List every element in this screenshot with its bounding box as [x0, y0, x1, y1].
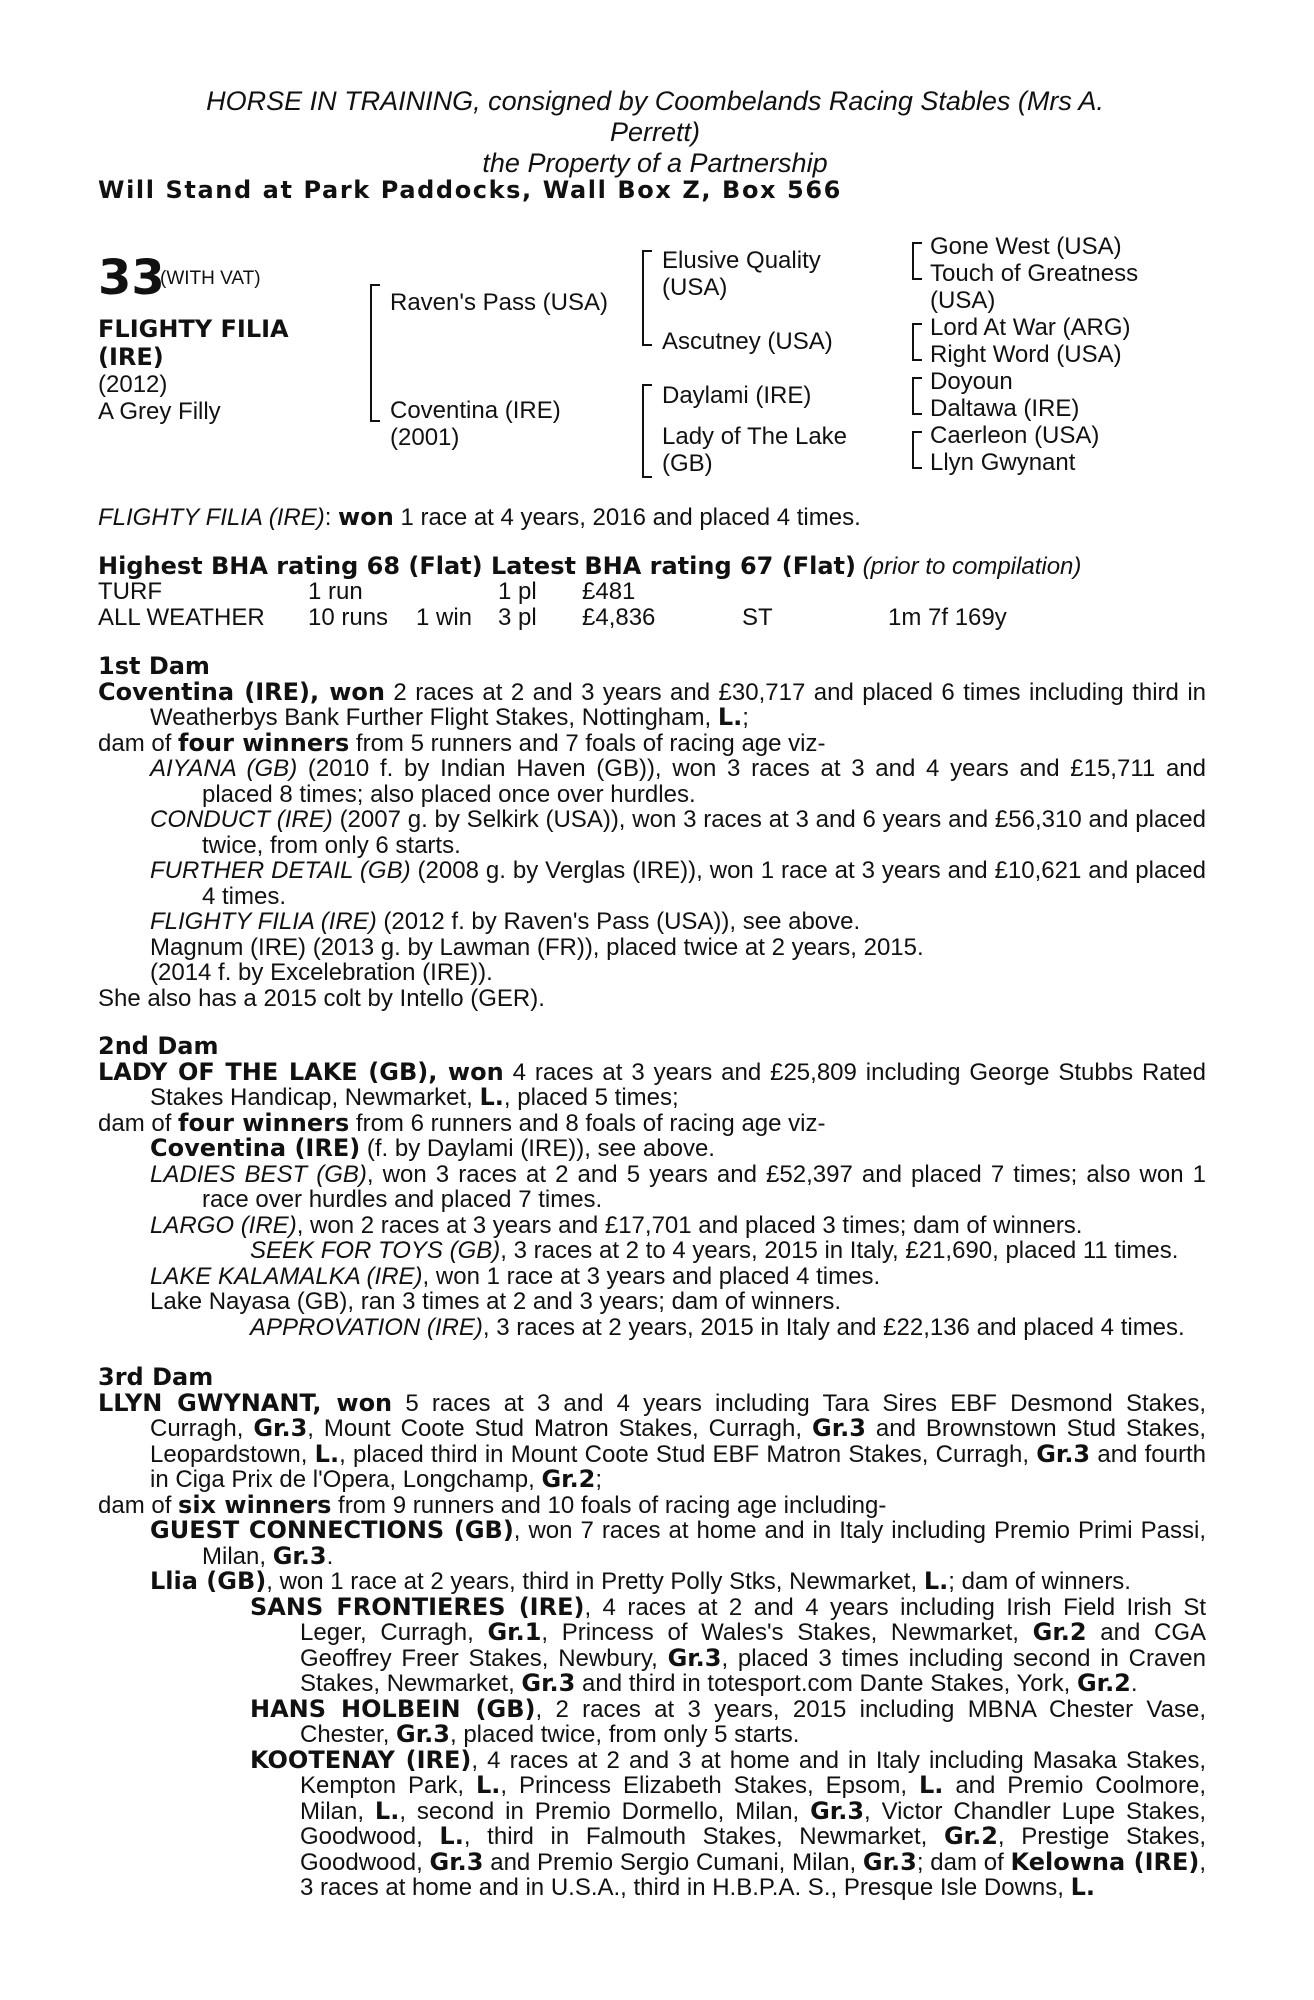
text: , Princess Elizabeth Stakes, Epsom,: [500, 1772, 919, 1799]
produce-summary: [98, 1490, 1206, 1519]
text: , 2 races at 3 years, 2015 including MBNA Chester Vase, Chester,: [300, 1695, 1206, 1748]
text: , 4 races at 2 and 3 at home and in Italy including Masaka Stakes, Kempton Park,: [300, 1746, 1206, 1799]
produce-name: SANS FRONTIERES (IRE): [250, 1592, 585, 1621]
dam-name: LADY OF THE LAKE (GB), won: [98, 1057, 504, 1086]
produce-name: AIYANA (GB): [150, 755, 298, 782]
dam-sire-sire: Doyoun: [930, 368, 1013, 395]
produce-item: [98, 1213, 1206, 1239]
produce-item: [98, 909, 1206, 935]
produce-note: She also has a 2015 colt by Intello (GER).: [98, 984, 545, 1012]
rating-values: Highest BHA rating 68 (Flat) Latest BHA rating 67 (Flat): [98, 552, 856, 580]
text: , placed 3 times including second in Craven Stakes, Newmarket,: [300, 1644, 1206, 1697]
produce-item: Magnum (IRE) (2013 g. by Lawman (FR)), placed twice at 2 years, 2015.: [150, 933, 924, 961]
text: , 4 races at 2 and 4 years including Irish Field Irish St Leger, Curragh,: [300, 1593, 1206, 1646]
winners-count: six winners: [178, 1490, 332, 1519]
dam-record: [98, 1057, 1207, 1111]
sire-dam: Ascutney (USA): [662, 328, 833, 355]
listed-mark: L.: [717, 703, 743, 731]
lot-number: 33: [98, 250, 165, 306]
listed-mark: L.: [475, 1771, 501, 1799]
dam-sire: Daylami (IRE): [662, 382, 812, 409]
produce-text: , won 3 races at 2 and 5 years and £52,397 and placed 7 times; also won 1 race over hurdles and placed 7 times.: [202, 1160, 1206, 1213]
produce-summary: [98, 1108, 1206, 1137]
ss-brace: [912, 242, 922, 280]
stat-wins: [416, 579, 498, 605]
winners-count: four winners: [178, 728, 350, 757]
text: and Premio Sergio Cumani, Milan,: [483, 1848, 863, 1876]
text: , Prestige Stakes, Goodwood,: [300, 1823, 1207, 1876]
listed-mark: L.: [314, 1439, 340, 1468]
sire-sire-dam: Touch of Greatness: [930, 260, 1139, 287]
produce-item: [98, 807, 1206, 858]
produce-text: (2010 f. by Indian Haven (GB)), won 3 races at 3 and 4 years and £15,711 and placed 8 times; also placed once over hurdles.: [202, 755, 1206, 808]
produce-text: (f. by Daylami (IRE)), see above.: [360, 1135, 715, 1162]
horse-name-line1: FLIGHTY FILIA: [98, 315, 289, 343]
produce-item: [98, 1264, 1206, 1290]
property-line: the Property of a Partnership: [482, 148, 828, 178]
dam-dam-dam: Llyn Gwynant: [930, 449, 1076, 476]
produce-item: [98, 858, 1206, 909]
produce-item: [98, 1592, 1207, 1697]
text: , Princess of Wales's Stakes, Newmarket,: [541, 1619, 1033, 1646]
produce-item: [98, 756, 1206, 807]
produce-item: [98, 1315, 1206, 1341]
text: from 6 runners and 8 foals of racing age viz-: [349, 1109, 826, 1137]
stat-distance: [888, 579, 1007, 605]
produce-item: [98, 1694, 1206, 1748]
produce-name: Kelowna (IRE): [1010, 1847, 1200, 1876]
horse-description: A Grey Filly: [98, 398, 221, 425]
text: , placed 5 times;: [503, 1084, 679, 1111]
bha-rating: [98, 553, 1081, 580]
stat-surface: ALL WEATHER: [98, 603, 265, 631]
summary-rest: 1 race at 4 years, 2016 and placed 4 times.: [393, 504, 861, 531]
dam-name: Coventina (IRE), won: [98, 677, 385, 706]
text: , Mount Coote Stud Matron Stakes, Curragh,: [307, 1415, 812, 1442]
ds-brace: [912, 377, 922, 415]
produce-text: , won 7 races at home and in Italy including Premio Primi Passi, Milan,: [202, 1517, 1206, 1570]
produce-text: , won 1 race at 3 years and placed 4 times.: [422, 1262, 881, 1290]
text: dam of: [98, 1491, 179, 1519]
race-stats-table: [98, 579, 1007, 630]
listed-mark: L.: [374, 1796, 400, 1825]
text: , second in Premio Dormello, Milan,: [399, 1797, 811, 1825]
produce-summary: [98, 728, 1206, 757]
text: from 5 runners and 7 foals of racing age viz-: [349, 729, 826, 757]
produce-text: , won 1 race at 2 years, third in Pretty Polly Stks, Newmarket,: [266, 1568, 924, 1595]
produce-name: FURTHER DETAIL (GB): [150, 857, 411, 884]
text: and Premio Coolmore, Milan,: [300, 1772, 1206, 1825]
table-row: [98, 605, 1007, 631]
produce-item: [98, 1518, 1206, 1569]
pedigree-brace: [370, 284, 380, 422]
listed-mark: L.: [479, 1083, 504, 1111]
sire-sire-dam-cont: (USA): [930, 287, 996, 314]
dam-name: LLYN GWYNANT: [98, 1388, 313, 1417]
produce-name: LADIES BEST (GB): [150, 1160, 367, 1188]
third-dam-section: [98, 1365, 1206, 1901]
produce-name: KOOTENAY (IRE): [250, 1745, 472, 1774]
dam-year: (2001): [390, 424, 460, 451]
text: dam of: [98, 729, 179, 757]
race-summary: FLIGHTY FILIA (IRE): won 1 race at 4 years, 2016 and placed 4 times.: [98, 503, 861, 531]
text: from 9 runners and 10 foals of racing age including-: [331, 1491, 887, 1519]
text: dam of: [98, 1109, 179, 1137]
text: ; dam of: [916, 1848, 1011, 1876]
sire-dam-sire: Lord At War (ARG): [930, 314, 1131, 341]
group-mark: Gr.3: [429, 1847, 484, 1876]
group-mark: Gr.3: [862, 1847, 917, 1876]
produce-item: [98, 1136, 1206, 1162]
consignor-line: HORSE IN TRAINING, consigned by Coombelands Racing Stables (Mrs A.: [206, 86, 1104, 116]
produce-text: (2007 g. by Selkirk (USA)), won 3 races at 3 and 6 years and £56,310 and placed twice, from only 6 starts.: [202, 806, 1207, 859]
dam-record-text: 2 races at 2 and 3 years and £30,717 and placed 6 times including third in Weatherbys Bank Further Flight Stakes, Nottingham,: [150, 678, 1207, 731]
dam: Coventina (IRE): [390, 397, 561, 424]
group-mark: Gr.2: [943, 1822, 998, 1850]
dam-record: [98, 1388, 1206, 1493]
horse-name-line2: (IRE): [98, 343, 164, 371]
produce-name: SEEK FOR TOYS (GB): [250, 1237, 501, 1264]
section-heading: 1st Dam: [98, 652, 210, 680]
produce-item: [98, 1745, 1207, 1901]
sire-sire-sire: Gone West (USA): [930, 233, 1122, 260]
group-mark: Gr.3: [810, 1796, 865, 1825]
listed-mark: L.: [1070, 1873, 1096, 1901]
dam-brace: [642, 384, 652, 478]
listed-mark: L.: [923, 1567, 949, 1595]
foaling-year: (2012): [98, 371, 168, 398]
dam-record-text: 4 races at 3 years and £25,809 including George Stubbs Rated Stakes Handicap, Newmarket,: [150, 1058, 1207, 1111]
rating-note: (prior to compilation): [862, 553, 1082, 580]
group-mark: Gr.3: [521, 1669, 576, 1697]
group-mark: Gr.3: [667, 1643, 722, 1672]
group-mark: Gr.3: [272, 1541, 327, 1570]
stat-runs: 1 run: [308, 578, 363, 605]
stat-st: ST: [742, 603, 773, 631]
produce-name: FLIGHTY FILIA (IRE): [150, 908, 377, 935]
section-heading: 2nd Dam: [98, 1032, 219, 1060]
group-mark: Gr.3: [812, 1414, 866, 1442]
group-mark: Gr.3: [1036, 1439, 1091, 1468]
group-mark: Gr.2: [541, 1465, 596, 1493]
produce-name: HANS HOLBEIN (GB): [250, 1694, 536, 1723]
stat-placed: 3 pl: [498, 603, 537, 631]
listed-mark: L.: [439, 1822, 464, 1850]
dam-sire-dam: Daltawa (IRE): [930, 395, 1080, 422]
stat-st: [742, 579, 888, 605]
produce-name: LARGO (IRE): [150, 1211, 297, 1239]
winners-count: four winners: [178, 1108, 350, 1137]
text: , 3 races at home and in U.S.A., third in H.B.P.A. S., Presque Isle Downs,: [300, 1848, 1207, 1901]
sire: Raven's Pass (USA): [390, 289, 608, 316]
dam-dam-cont: (GB): [662, 450, 713, 477]
dd-brace: [912, 431, 922, 469]
dam-record: [98, 677, 1207, 731]
punct: ;: [595, 1466, 603, 1493]
summary-horse-name: FLIGHTY FILIA (IRE): [98, 504, 325, 531]
produce-item: [98, 1238, 1206, 1264]
produce-text: ; dam of winners.: [948, 1568, 1131, 1595]
produce-name: GUEST CONNECTIONS (GB): [150, 1516, 514, 1544]
first-dam-section: [98, 654, 1206, 1011]
produce-text: , 3 races at 2 years, 2015 in Italy and £22,136 and placed 4 times.: [482, 1313, 1185, 1341]
produce-item: [98, 1569, 1206, 1595]
stat-money: £481: [582, 578, 636, 605]
table-row: [98, 579, 1007, 605]
group-mark: Gr.2: [1032, 1618, 1087, 1646]
produce-name: LAKE KALAMALKA (IRE): [150, 1262, 423, 1290]
text: , placed twice, from only 5 starts.: [449, 1721, 800, 1748]
produce-text: (2012 f. by Raven's Pass (USA)), see above.: [376, 908, 861, 935]
punct: .: [326, 1542, 334, 1570]
summary-won: won: [338, 503, 394, 531]
listed-mark: L.: [918, 1771, 944, 1799]
text: 5 races at 3 and 4 years including Tara Sires EBF Desmond Stakes, Curragh,: [150, 1389, 1206, 1442]
stat-runs: 10 runs: [308, 603, 389, 631]
horse-name: [98, 315, 338, 371]
text: , third in Falmouth Stakes, Newmarket,: [463, 1823, 944, 1850]
stat-wins: 1 win: [416, 603, 473, 631]
produce-name: Coventina (IRE): [150, 1134, 361, 1162]
text: and Brownstown Stud Stakes, Leopardstown,: [150, 1415, 1206, 1468]
text: and fourth in Ciga Prix de l'Opera, Longchamp,: [150, 1440, 1206, 1493]
text: and CGA Geoffrey Freer Stakes, Newbury,: [300, 1619, 1207, 1672]
stat-surface: TURF: [98, 578, 162, 605]
text: , Victor Chandler Lupe Stakes, Goodwood,: [300, 1797, 1206, 1850]
produce-item: (2014 f. by Excelebration (IRE)).: [150, 959, 493, 986]
produce-item: Lake Nayasa (GB), ran 3 times at 2 and 3 years; dam of winners.: [150, 1288, 841, 1315]
dam-dam: Lady of The Lake: [662, 423, 848, 450]
vat-note: (WITH VAT): [160, 268, 261, 289]
group-mark: Gr.2: [1076, 1669, 1131, 1697]
sire-dam-dam: Right Word (USA): [930, 341, 1122, 368]
group-mark: Gr.1: [487, 1618, 542, 1646]
produce-text: , won 2 races at 3 years and £17,701 and placed 3 times; dam of winners.: [296, 1211, 1083, 1239]
sire-brace: [642, 250, 652, 346]
produce-item: [98, 1162, 1206, 1213]
second-dam-section: [98, 1034, 1206, 1340]
won-label: , won: [312, 1388, 393, 1417]
punct: ;: [742, 704, 749, 731]
group-mark: Gr.3: [253, 1414, 308, 1442]
stat-placed: 1 pl: [498, 578, 537, 605]
dam-dam-sire: Caerleon (USA): [930, 422, 1100, 449]
produce-name: CONDUCT (IRE): [150, 806, 333, 833]
group-mark: Gr.3: [396, 1720, 450, 1748]
sire-sire-cont: (USA): [662, 274, 728, 301]
produce-text: , 3 races at 2 to 4 years, 2015 in Italy, £21,690, placed 11 times.: [500, 1237, 1179, 1264]
sire-sire: Elusive Quality: [662, 247, 821, 274]
stat-money: £4,836: [582, 603, 656, 631]
section-heading: 3rd Dam: [98, 1363, 214, 1391]
text: , placed third in Mount Coote Stud EBF Matron Stakes, Curragh,: [339, 1440, 1037, 1468]
sd-brace: [912, 323, 922, 361]
punct: .: [1130, 1670, 1138, 1697]
consignor-line-cont: Perrett): [609, 117, 701, 147]
produce-name: Llia (GB): [150, 1567, 267, 1595]
produce-name: APPROVATION (IRE): [250, 1313, 483, 1341]
text: and third in totesport.com Dante Stakes, York,: [575, 1670, 1077, 1697]
stat-distance: 1m 7f 169y: [888, 603, 1007, 631]
produce-text: (2008 g. by Verglas (IRE)), won 1 race at 3 years and £10,621 and placed 4 times.: [202, 857, 1206, 910]
stand-location: Will Stand at Park Paddocks, Wall Box Z, Box 566: [98, 176, 842, 204]
